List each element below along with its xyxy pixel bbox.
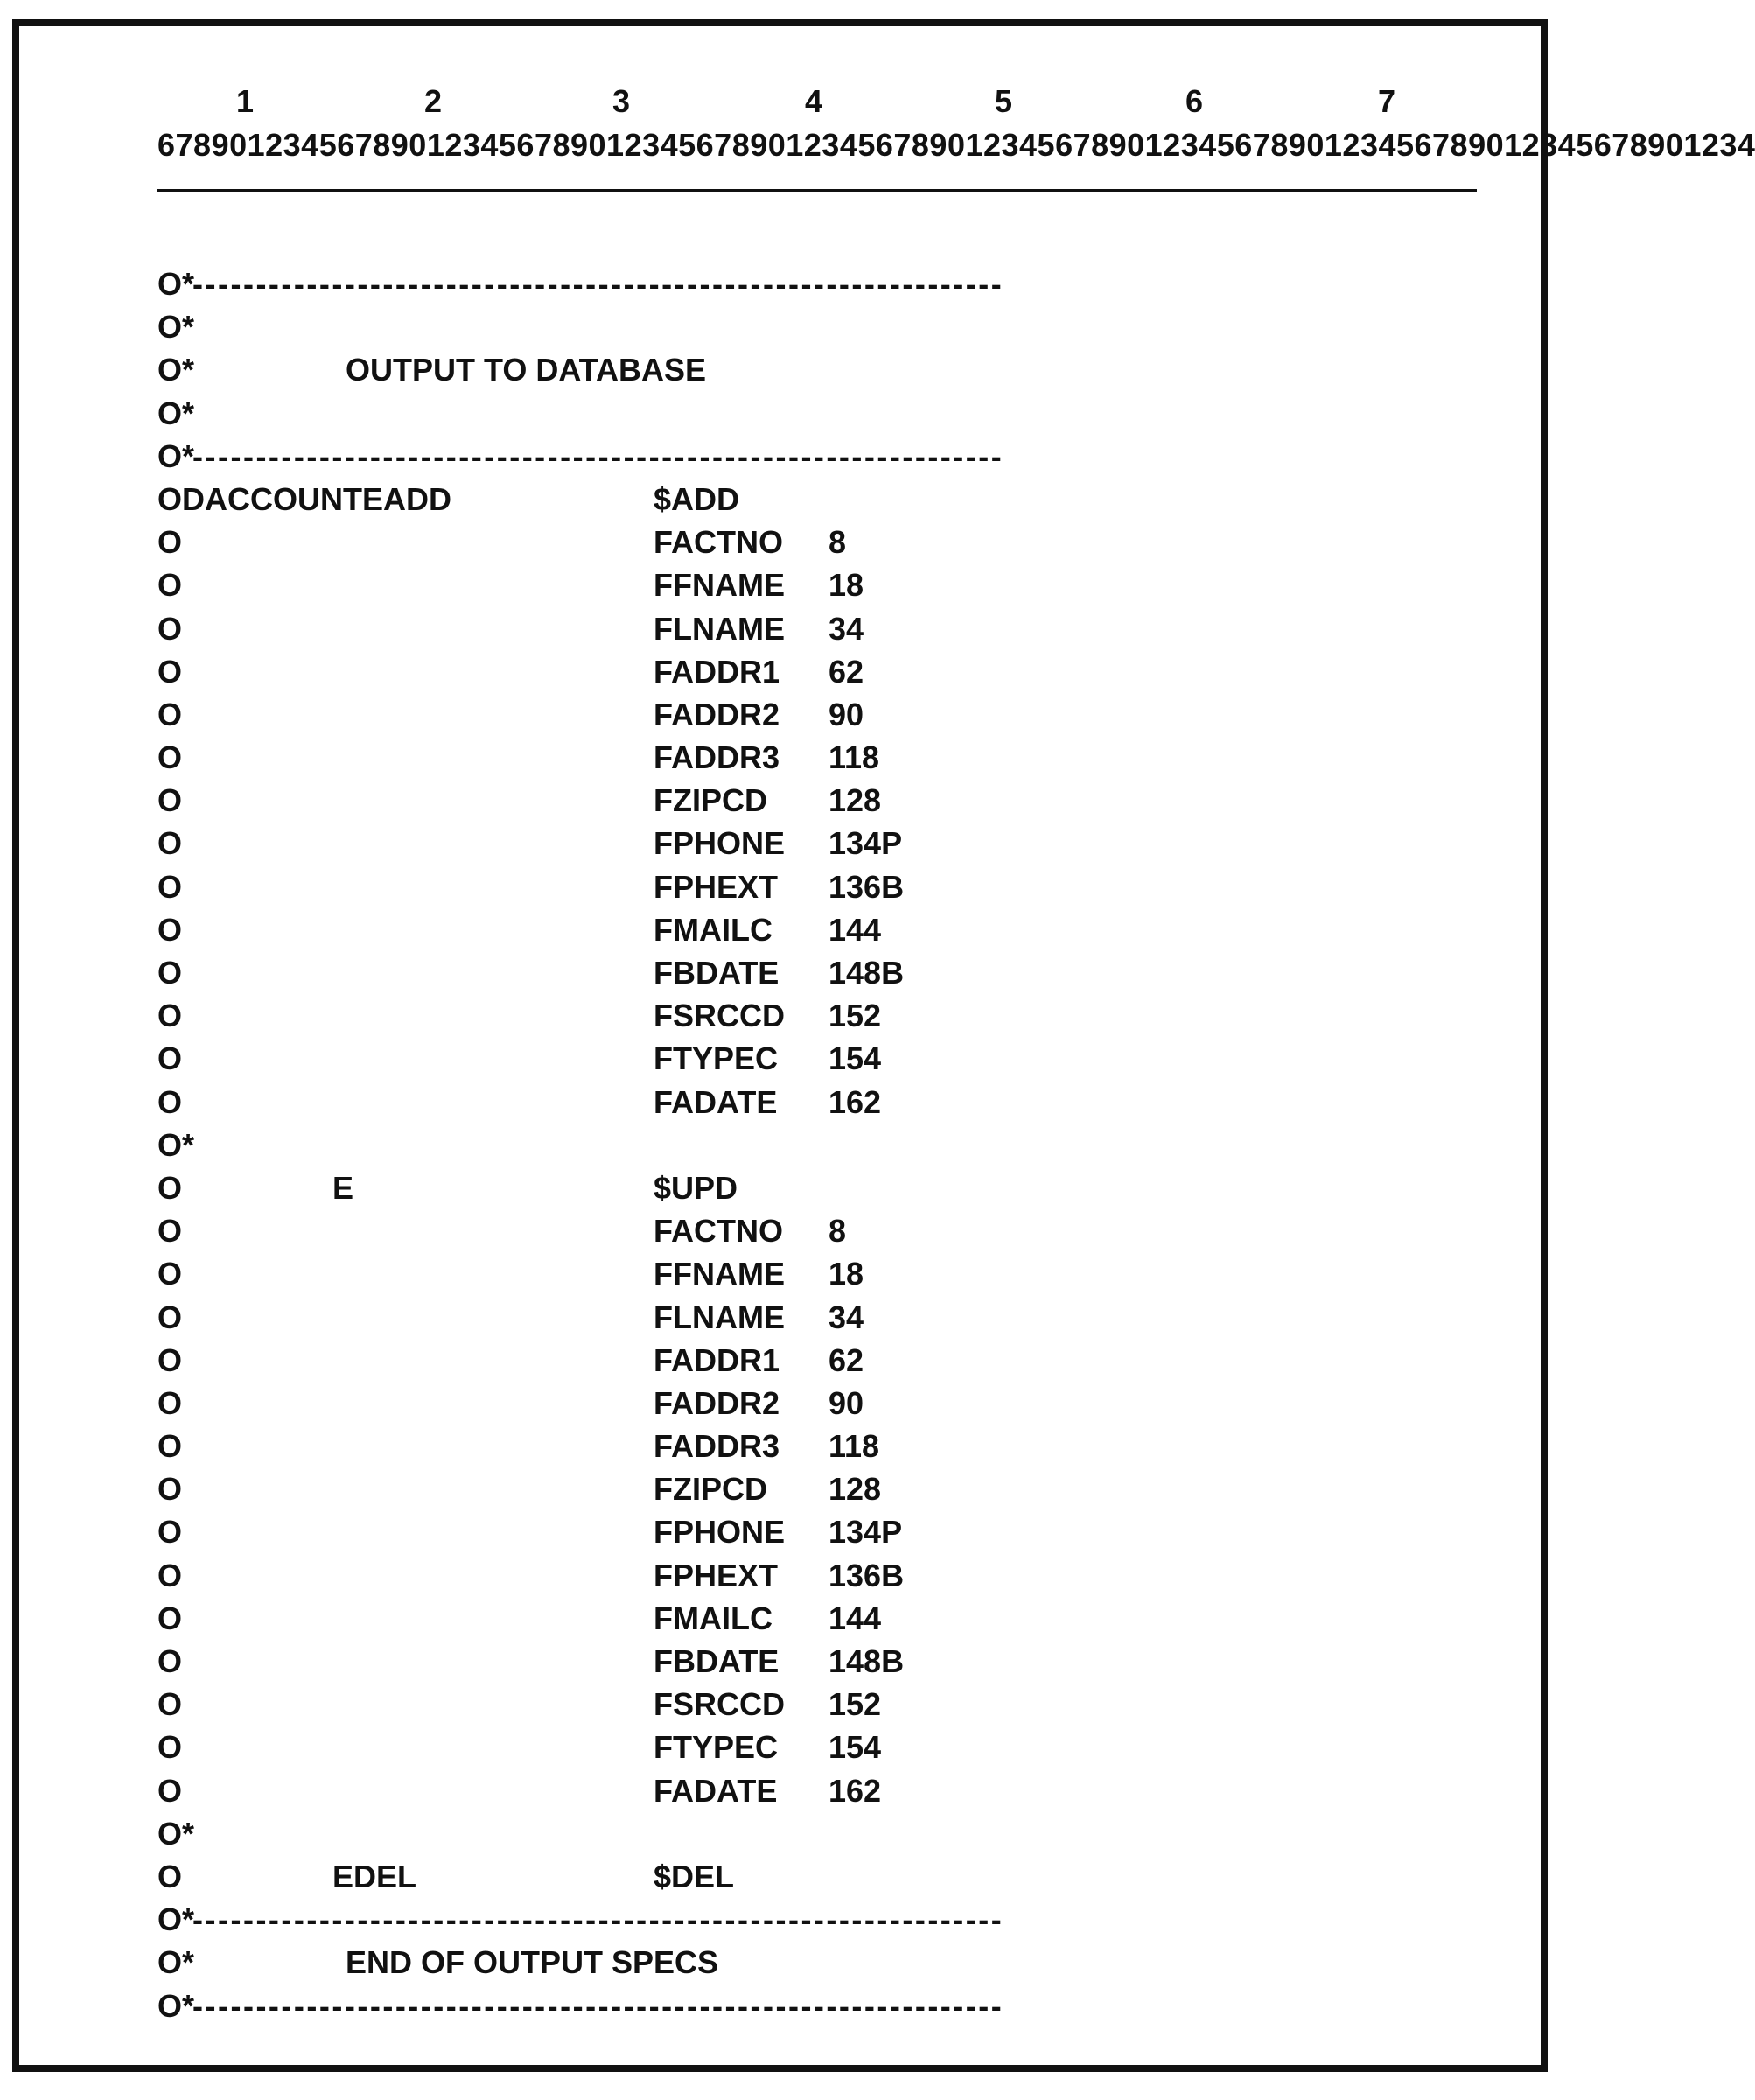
end-position: 90 — [829, 696, 864, 732]
listing-line — [157, 1166, 1470, 1209]
listing-line — [157, 1037, 1470, 1080]
output-spec-listing — [157, 262, 1470, 2027]
listing-line — [157, 1209, 1470, 1252]
spec-type: O — [157, 1729, 183, 1766]
end-position: 8 — [829, 524, 847, 561]
spec-type: O — [157, 825, 183, 862]
listing-line — [157, 1640, 1470, 1683]
end-position: 8 — [829, 1213, 847, 1250]
listing-line — [157, 348, 1470, 391]
field-name: FTYPEC — [654, 1040, 779, 1077]
spec-type: O — [157, 1514, 183, 1550]
spec-type: O — [157, 1341, 183, 1378]
listing-line — [157, 564, 1470, 606]
end-position: 162 — [829, 1083, 882, 1120]
listing-line — [157, 1812, 1470, 1855]
spec-type: O* — [157, 1944, 195, 1981]
field-name: $UPD — [654, 1169, 738, 1206]
listing-line — [157, 1769, 1470, 1812]
separator-dashes: ---------------------------------------------------------------- — [192, 1987, 1004, 2024]
end-position: 148B — [829, 955, 905, 990]
end-position: 154 — [829, 1729, 882, 1766]
listing-line — [157, 1597, 1470, 1640]
spec-type: O — [157, 567, 183, 604]
end-position: 18 — [829, 567, 864, 604]
listing-line — [157, 822, 1470, 864]
listing-line — [157, 1252, 1470, 1295]
field-name: FLNAME — [654, 610, 785, 647]
spec-type: O — [157, 998, 183, 1034]
spec-type: O — [157, 1384, 183, 1421]
spec-type: O — [157, 1471, 183, 1508]
spec-type: O* — [157, 438, 195, 474]
listing-line — [157, 1984, 1470, 2027]
spec-type: O — [157, 696, 183, 732]
listing-line — [157, 1554, 1470, 1597]
indicator-code: EDEL — [332, 1858, 417, 1894]
spec-type: O* — [157, 352, 195, 388]
listing-line — [157, 262, 1470, 305]
end-position: 152 — [829, 1686, 882, 1723]
listing-line — [157, 305, 1470, 348]
ruler-underline — [157, 189, 1477, 192]
end-position: 118 — [829, 739, 880, 776]
field-name: FADDR3 — [654, 1428, 780, 1465]
field-name: FBDATE — [654, 1643, 780, 1679]
separator-dashes: ---------------------------------------------------------------- — [192, 266, 1004, 302]
field-name: FADDR1 — [654, 653, 780, 690]
listing-line — [157, 693, 1470, 736]
spec-type: O* — [157, 1987, 195, 2024]
field-name: FLNAME — [654, 1298, 785, 1335]
spec-type: ODACCOUNTEADD — [157, 480, 451, 517]
spec-type: O — [157, 868, 183, 905]
listing-line — [157, 478, 1470, 521]
spec-type: O* — [157, 395, 195, 431]
field-name: FADDR2 — [654, 696, 780, 732]
field-name: FPHONE — [654, 825, 786, 862]
spec-type: O — [157, 955, 183, 990]
spec-type: O — [157, 1557, 183, 1593]
field-name: FPHEXT — [654, 1557, 779, 1593]
end-position: 162 — [829, 1772, 882, 1809]
spec-type: O — [157, 1083, 183, 1120]
listing-line — [157, 521, 1470, 564]
indicator-code: E — [332, 1169, 354, 1206]
end-position: 134P — [829, 1514, 903, 1550]
field-name: FSRCCD — [654, 1686, 785, 1723]
spec-type: O — [157, 1213, 183, 1250]
spec-type: O — [157, 782, 183, 819]
spec-type: O — [157, 1428, 183, 1465]
listing-line — [157, 1898, 1470, 1941]
field-name: FFNAME — [654, 1256, 785, 1292]
listing-line — [157, 1726, 1470, 1768]
field-name: FACTNO — [654, 1213, 783, 1250]
spec-type: O — [157, 1643, 183, 1679]
spec-type: O — [157, 1298, 183, 1335]
ruler-ten-6: 6 — [1185, 83, 1204, 119]
ruler-ten-3: 3 — [612, 83, 631, 119]
listing-line — [157, 908, 1470, 951]
field-name: FADATE — [654, 1772, 778, 1809]
listing-line — [157, 650, 1470, 693]
end-position: 128 — [829, 782, 882, 819]
listing-line — [157, 865, 1470, 908]
ruler-ten-5: 5 — [995, 83, 1013, 119]
ruler-ten-1: 1 — [236, 83, 255, 119]
listing-line — [157, 1296, 1470, 1339]
spec-type: O* — [157, 1815, 195, 1852]
ruler-ten-7: 7 — [1378, 83, 1396, 119]
end-position: 118 — [829, 1428, 880, 1465]
end-position: 18 — [829, 1256, 864, 1292]
field-name: $ADD — [654, 480, 740, 517]
end-position: 34 — [829, 610, 864, 647]
spec-type: O — [157, 1772, 183, 1809]
listing-line — [157, 1855, 1470, 1898]
end-position: 144 — [829, 1600, 882, 1636]
field-name: FBDATE — [654, 955, 780, 990]
spec-type: O — [157, 739, 183, 776]
end-position: 152 — [829, 998, 882, 1034]
spec-type: O — [157, 1040, 183, 1077]
field-name: FPHEXT — [654, 868, 779, 905]
spec-type: O* — [157, 1126, 195, 1163]
listing-line — [157, 1124, 1470, 1166]
listing-line — [157, 779, 1470, 822]
listing-line — [157, 1081, 1470, 1124]
listing-line — [157, 1424, 1470, 1467]
field-name: FPHONE — [654, 1514, 786, 1550]
spec-type: O — [157, 524, 183, 561]
end-position: 62 — [829, 1341, 864, 1378]
spec-type: O — [157, 610, 183, 647]
field-name: FSRCCD — [654, 998, 785, 1034]
ruler-ten-2: 2 — [424, 83, 443, 119]
end-position: 136B — [829, 868, 905, 905]
end-position: 148B — [829, 1643, 905, 1679]
spec-type: O* — [157, 309, 195, 346]
spec-type: O* — [157, 1901, 195, 1938]
field-name: FMAILC — [654, 911, 773, 948]
field-name: FZIPCD — [654, 782, 767, 819]
listing-line — [157, 392, 1470, 435]
field-name: FADDR2 — [654, 1384, 780, 1421]
separator-dashes: ---------------------------------------------------------------- — [192, 438, 1004, 474]
comment-text: OUTPUT TO DATABASE — [346, 352, 706, 388]
field-name: FACTNO — [654, 524, 783, 561]
listing-line — [157, 1339, 1470, 1382]
listing-line — [157, 1382, 1470, 1424]
end-position: 144 — [829, 911, 882, 948]
separator-dashes: ---------------------------------------------------------------- — [192, 1901, 1004, 1938]
field-name: FADATE — [654, 1083, 778, 1120]
end-position: 62 — [829, 653, 864, 690]
end-position: 34 — [829, 1298, 864, 1335]
listing-line — [157, 1510, 1470, 1553]
spec-type: O — [157, 1256, 183, 1292]
end-position: 128 — [829, 1471, 882, 1508]
field-name: FMAILC — [654, 1600, 773, 1636]
end-position: 134P — [829, 825, 903, 862]
listing-line — [157, 951, 1470, 994]
ruler-ten-4: 4 — [805, 83, 823, 119]
comment-text: END OF OUTPUT SPECS — [346, 1944, 719, 1981]
listing-line — [157, 1467, 1470, 1510]
field-name: FADDR3 — [654, 739, 780, 776]
listing-line — [157, 1683, 1470, 1726]
listing-line — [157, 1941, 1470, 1984]
spec-type: O — [157, 1858, 183, 1894]
field-name: FFNAME — [654, 567, 785, 604]
listing-line — [157, 435, 1470, 478]
spec-type: O — [157, 1169, 183, 1206]
listing-line — [157, 736, 1470, 779]
field-name: FTYPEC — [654, 1729, 779, 1766]
spec-type: O — [157, 653, 183, 690]
end-position: 154 — [829, 1040, 882, 1077]
end-position: 90 — [829, 1384, 864, 1421]
spec-type: O* — [157, 266, 195, 302]
field-name: FZIPCD — [654, 1471, 767, 1508]
field-name: FADDR1 — [654, 1341, 780, 1378]
spec-type: O — [157, 1600, 183, 1636]
listing-line — [157, 994, 1470, 1037]
spec-type: O — [157, 911, 183, 948]
column-ruler-digits: 67890123456789012345678901234567890123456789012345678901234567890123456789012345678901234 — [157, 127, 1755, 163]
spec-type: O — [157, 1686, 183, 1723]
end-position: 136B — [829, 1557, 905, 1593]
field-name: $DEL — [654, 1858, 735, 1894]
listing-line — [157, 607, 1470, 650]
